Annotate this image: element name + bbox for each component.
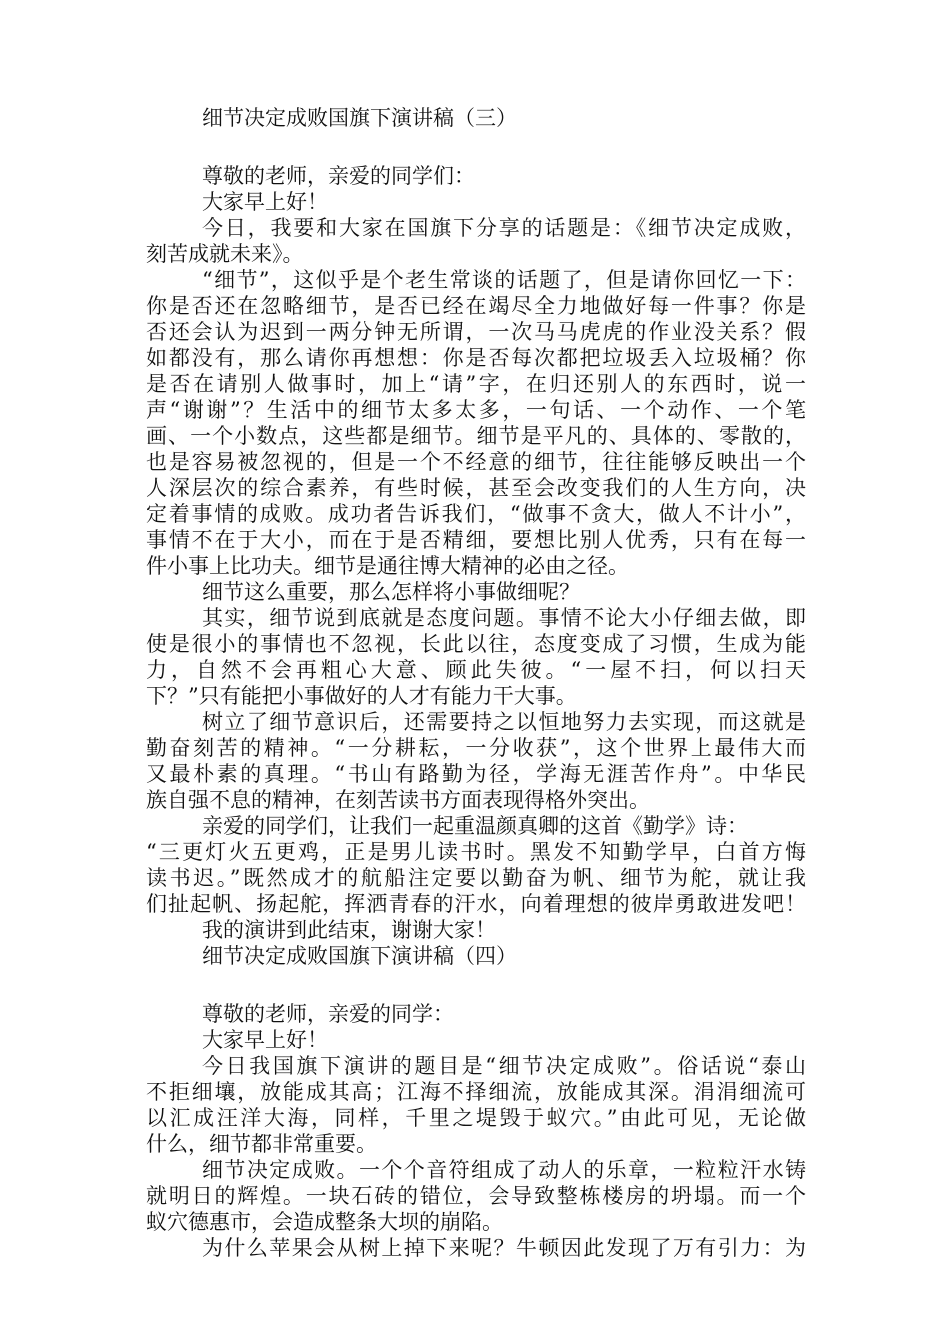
text-line: 画、一个小数点，这些都是细节。细节是平凡的、具体的、零散的， [146, 424, 806, 448]
text-line: 为什么苹果会从树上掉下来呢？牛顿因此发现了万有引力：为 [202, 1236, 806, 1260]
text-line: 今日，我要和大家在国旗下分享的话题是：《细节决定成败， [202, 216, 806, 240]
text-line: 使是很小的事情也不忽视，长此以往，态度变成了习惯，生成为能 [146, 632, 806, 656]
text-line: 以汇成汪洋大海，同样，千里之堤毁于蚁穴。”由此可见，无论做 [146, 1106, 806, 1130]
text-line: 细节决定成败。一个个音符组成了动人的乐章，一粒粒汗水铸 [202, 1158, 806, 1182]
text-line: 尊敬的老师，亲爱的同学们： [202, 164, 475, 188]
text-line: 树立了细节意识后，还需要持之以恒地努力去实现，而这就是 [202, 710, 806, 734]
text-line: “三更灯火五更鸡，正是男儿读书时。黑发不知勤学早，白首方悔 [146, 840, 806, 864]
text-line: 就明日的辉煌。一块石砖的错位，会导致整栋楼房的坍塌。而一个 [146, 1184, 806, 1208]
text-line: 是否在请别人做事时，加上“请”字，在归还别人的东西时，说一 [146, 372, 806, 396]
text-line: 也是容易被忽视的，但是一个不经意的细节，往往能够反映出一个 [146, 450, 806, 474]
text-line: 们扯起帆、扬起舵，挥洒青春的汗水，向着理想的彼岸勇敢进发吧！ [146, 892, 806, 916]
text-line: 力，自然不会再粗心大意、顾此失彼。“一屋不扫，何以扫天 [146, 658, 806, 682]
text-line: 不拒细壤，放能成其高；江海不择细流，放能成其深。涓涓细流可 [146, 1080, 806, 1104]
text-line: “细节”，这似乎是个老生常谈的话题了，但是请你回忆一下： [202, 268, 806, 292]
text-line: 今日我国旗下演讲的题目是“细节决定成败”。俗话说“泰山 [202, 1054, 806, 1078]
text-line: 又最朴素的真理。“书山有路勤为径，学海无涯苦作舟”。中华民 [146, 762, 806, 786]
text-line: 件小事上比功夫。细节是通往博大精神的必由之径。 [146, 554, 629, 578]
text-line: 事情不在于大小，而在于是否精细，要想比别人优秀，只有在每一 [146, 528, 806, 552]
text-line: 细节决定成败国旗下演讲稿（四） [202, 944, 517, 968]
text-line: 刻苦成就未来》。 [146, 242, 304, 266]
text-line: 定着事情的成败。成功者告诉我们，“做事不贪大，做人不计小”， [146, 502, 806, 526]
text-line: 下？”只有能把小事做好的人才有能力干大事。 [146, 684, 577, 708]
text-line: 如都没有，那么请你再想想：你是否每次都把垃圾丢入垃圾桶？你 [146, 346, 806, 370]
text-line: 细节决定成败国旗下演讲稿（三） [202, 106, 517, 130]
text-line: 人深层次的综合素养，有些时候，甚至会改变我们的人生方向，决 [146, 476, 806, 500]
text-line: 勤奋刻苦的精神。“一分耕耘，一分收获”，这个世界上最伟大而 [146, 736, 806, 760]
text-line: 大家早上好！ [202, 1028, 328, 1052]
text-line: 大家早上好！ [202, 190, 328, 214]
text-line: 其实，细节说到底就是态度问题。事情不论大小仔细去做，即 [202, 606, 806, 630]
text-line: 否还会认为迟到一两分钟无所谓，一次马马虎虎的作业没关系？假 [146, 320, 806, 344]
text-line: 你是否还在忽略细节，是否已经在竭尽全力地做好每一件事？你是 [146, 294, 806, 318]
text-line: 族自强不息的精神，在刻苦读书方面表现得格外突出。 [146, 788, 650, 812]
text-line: 亲爱的同学们，让我们一起重温颜真卿的这首《勤学》诗： [202, 814, 748, 838]
text-line: 读书迟。”既然成才的航船注定要以勤奋为帆、细节为舵，就让我 [146, 866, 806, 890]
text-line: 蚁穴德惠市，会造成整条大坝的崩陷。 [146, 1210, 503, 1234]
text-line: 声“谢谢”？生活中的细节太多太多，一句话、一个动作、一个笔 [146, 398, 806, 422]
text-line: 什么，细节都非常重要。 [146, 1132, 377, 1156]
text-line: 细节这么重要，那么怎样将小事做细呢？ [202, 580, 580, 604]
text-line: 我的演讲到此结束，谢谢大家！ [202, 918, 496, 942]
text-line: 尊敬的老师，亲爱的同学： [202, 1002, 454, 1026]
